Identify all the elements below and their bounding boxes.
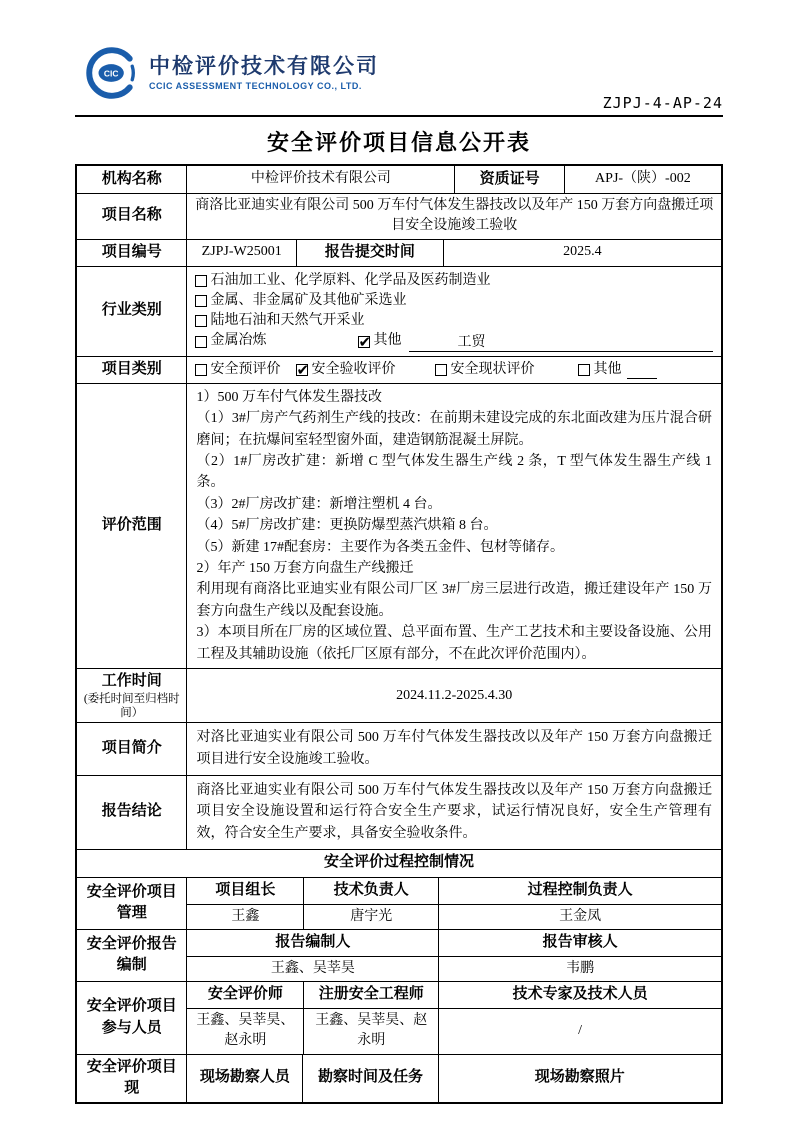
option-label: 陆地石油和天然气开采业 — [210, 313, 365, 329]
option-label: 金属、非金属矿及其他矿采选业 — [210, 292, 407, 308]
document-code: ZJPJ-4-AP-24 — [602, 94, 723, 112]
participants-values — [187, 1008, 721, 1054]
option-label: 安全验收评价 — [311, 361, 396, 377]
compilation-label: 安全评价报告编制 — [86, 935, 177, 974]
row-process-header — [77, 849, 721, 877]
scope-line: （2）1#厂房改扩建：新增 C 型气体发生器生产线 2 条，T 型气体发生器生产线 1 条。 — [196, 454, 712, 491]
option-label: 安全现状评价 — [450, 361, 535, 377]
industry-option-smelting — [195, 331, 266, 351]
worktime-label — [77, 669, 186, 722]
project-name-value: 商洛比亚迪实业有限公司 500 万车付气体发生器技改以及年产 150 万套方向盘搬迁项目安全设施竣工验收 — [186, 194, 721, 239]
compilation-values — [187, 956, 721, 981]
participants-grid — [186, 982, 721, 1054]
ccic-logo-icon — [85, 46, 139, 100]
industry-option-other — [358, 331, 401, 351]
scope-line: （1）3#厂房产气药剂生产线的技改：在前期未建设完成的东北面改建为压片混合研磨间；在抗爆间室轻型窗外面，建造钢筋混凝土屏院。 — [196, 411, 712, 448]
category-other-fill — [627, 361, 657, 379]
row-participants — [77, 981, 721, 1054]
scope-line: （3）2#厂房改扩建：新增注塑机 4 台。 — [196, 496, 442, 512]
participants-label: 安全评价项目参与人员 — [86, 997, 177, 1036]
worktime-label-sub: (委托时间至归档时间） — [83, 692, 180, 719]
industry-label: 行业类别 — [101, 302, 162, 319]
table-cell: 王鑫、吴莘昊、赵永明 — [196, 1012, 295, 1049]
svg-text:CIC: CIC — [103, 68, 119, 79]
industry-option-petroleum — [195, 271, 713, 291]
worktime-value: 2024.11.2-2025.4.30 — [186, 669, 721, 722]
org-name-value: 中检评价技术有限公司 — [186, 166, 454, 193]
management-label: 安全评价项目管理 — [86, 883, 177, 922]
industry-options — [186, 267, 721, 356]
column-header: 项目组长 — [215, 881, 276, 898]
industry-option-oil-gas — [195, 311, 713, 331]
report-time-label: 报告提交时间 — [296, 240, 443, 266]
category-option-pre — [195, 360, 280, 380]
project-no-value: ZJPJ-W25001 — [186, 240, 295, 266]
row-intro — [77, 722, 721, 774]
compilation-headers — [187, 930, 721, 956]
conclusion-label: 报告结论 — [101, 803, 162, 820]
option-label: 石油加工业、化学原料、化学品及医药制造业 — [210, 272, 491, 288]
intro-label: 项目简介 — [101, 740, 162, 757]
checkbox-icon — [195, 364, 207, 376]
process-section-title: 安全评价过程控制情况 — [323, 854, 474, 871]
brand-text — [149, 55, 379, 91]
conclusion-value: 商洛比亚迪实业有限公司 500 万车付气体发生器技改以及年产 150 万套方向盘搬迁项目安全设施设置和运行符合安全生产要求，试运行情况良好，安全生产管理有效，符合安全生产要求，具备安全验收条件。 — [186, 776, 721, 849]
management-headers — [187, 878, 721, 904]
row-conclusion — [77, 775, 721, 849]
option-label: 其他 — [373, 333, 402, 349]
site-survey-label: 安全评价项目现 — [86, 1058, 177, 1097]
row-worktime — [77, 668, 721, 722]
category-option-status — [435, 360, 534, 380]
checkbox-icon — [195, 295, 207, 307]
checkbox-icon — [358, 336, 370, 348]
column-header: 过程控制负责人 — [438, 878, 721, 904]
scope-content — [186, 384, 721, 668]
company-brand — [85, 46, 723, 100]
worktime-label-main: 工作时间 — [101, 673, 162, 690]
header-rule — [75, 115, 723, 117]
company-name-cn: 中检评价技术有限公司 — [149, 54, 379, 78]
row-scope — [77, 383, 721, 668]
row-org — [77, 166, 721, 193]
management-grid — [186, 878, 721, 929]
page-title: 安全评价项目信息公开表 — [266, 130, 531, 155]
row-category — [77, 356, 721, 383]
row-project-no — [77, 239, 721, 266]
participants-headers — [187, 982, 721, 1008]
checkbox-icon — [578, 364, 590, 376]
category-options — [186, 357, 721, 383]
column-header: 勘察时间及任务 — [302, 1055, 437, 1103]
category-label: 项目类别 — [101, 360, 162, 377]
scope-line: 利用现有商洛比亚迪实业有限公司厂区 3#厂房三层进行改造，搬迁建设年产 150 万套方向盘生产线以及配套设施。 — [196, 582, 712, 619]
cert-no-value: APJ-（陕）-002 — [564, 166, 721, 193]
column-header: 报告审核人 — [438, 930, 721, 956]
table-cell: 王鑫、吴莘昊 — [270, 960, 355, 976]
company-name-en: CCIC ASSESSMENT TECHNOLOGY CO., LTD. — [149, 81, 362, 92]
management-values — [187, 904, 721, 929]
compilation-grid — [186, 930, 721, 981]
checkbox-icon — [435, 364, 447, 376]
option-label: 其他 — [593, 361, 622, 377]
scope-line: （5）新建 17#配套房：主要作为各类五金件、包材等储存。 — [196, 539, 564, 555]
category-option-acceptance — [296, 360, 395, 380]
info-table — [75, 164, 723, 1104]
table-cell: 王鑫、吴莘昊、赵永明 — [303, 1009, 438, 1054]
scope-line: （4）5#厂房改扩建：更换防爆型蒸汽烘箱 8 台。 — [196, 518, 498, 534]
checkbox-icon — [195, 315, 207, 327]
table-cell: 唐宇光 — [303, 905, 438, 929]
checkbox-icon — [195, 275, 207, 287]
column-header: 现场勘察人员 — [186, 1055, 302, 1103]
checkbox-icon — [195, 336, 207, 348]
category-option-other — [578, 360, 621, 380]
column-header: 现场勘察照片 — [438, 1055, 721, 1103]
option-label: 安全预评价 — [210, 361, 281, 377]
table-cell: 韦鹏 — [438, 957, 721, 981]
row-compilation — [77, 929, 721, 981]
row-management — [77, 877, 721, 929]
table-cell: 王鑫 — [231, 908, 260, 924]
column-header: 报告编制人 — [275, 933, 351, 950]
column-header: 注册安全工程师 — [303, 982, 438, 1008]
cert-no-label: 资质证号 — [454, 166, 563, 193]
column-header: 安全评价师 — [207, 986, 283, 1003]
project-no-label: 项目编号 — [101, 243, 162, 260]
row-site-survey — [77, 1054, 721, 1103]
table-cell: / — [438, 1009, 721, 1054]
industry-option-mining — [195, 291, 713, 311]
column-header: 技术负责人 — [303, 878, 438, 904]
scope-line: 2）年产 150 万套方向盘生产线搬迁 — [196, 561, 414, 577]
report-time-value: 2025.4 — [443, 240, 721, 266]
industry-other-fill: 工贸 — [409, 334, 713, 352]
row-project-name — [77, 193, 721, 239]
scope-label: 评价范围 — [101, 517, 162, 534]
scope-line: 3）本项目所在厂房的区域位置、总平面布置、生产工艺技术和主要设备设施、公用工程及其辅助设施（依托厂区原有部分，不在此次评价范围内）。 — [196, 625, 712, 662]
checkbox-icon — [296, 364, 308, 376]
intro-value: 对洛比亚迪实业有限公司 500 万车付气体发生器技改以及年产 150 万套方向盘搬迁项目进行安全设施竣工验收。 — [186, 723, 721, 774]
industry-option-line4 — [195, 331, 713, 351]
option-label: 金属冶炼 — [210, 333, 267, 349]
column-header: 技术专家及技术人员 — [438, 982, 721, 1008]
row-industry — [77, 266, 721, 356]
org-name-label: 机构名称 — [101, 170, 162, 187]
table-cell: 王金凤 — [438, 905, 721, 929]
scope-line: 1）500 万车付气体发生器技改 — [196, 389, 382, 405]
project-name-label: 项目名称 — [101, 207, 162, 224]
